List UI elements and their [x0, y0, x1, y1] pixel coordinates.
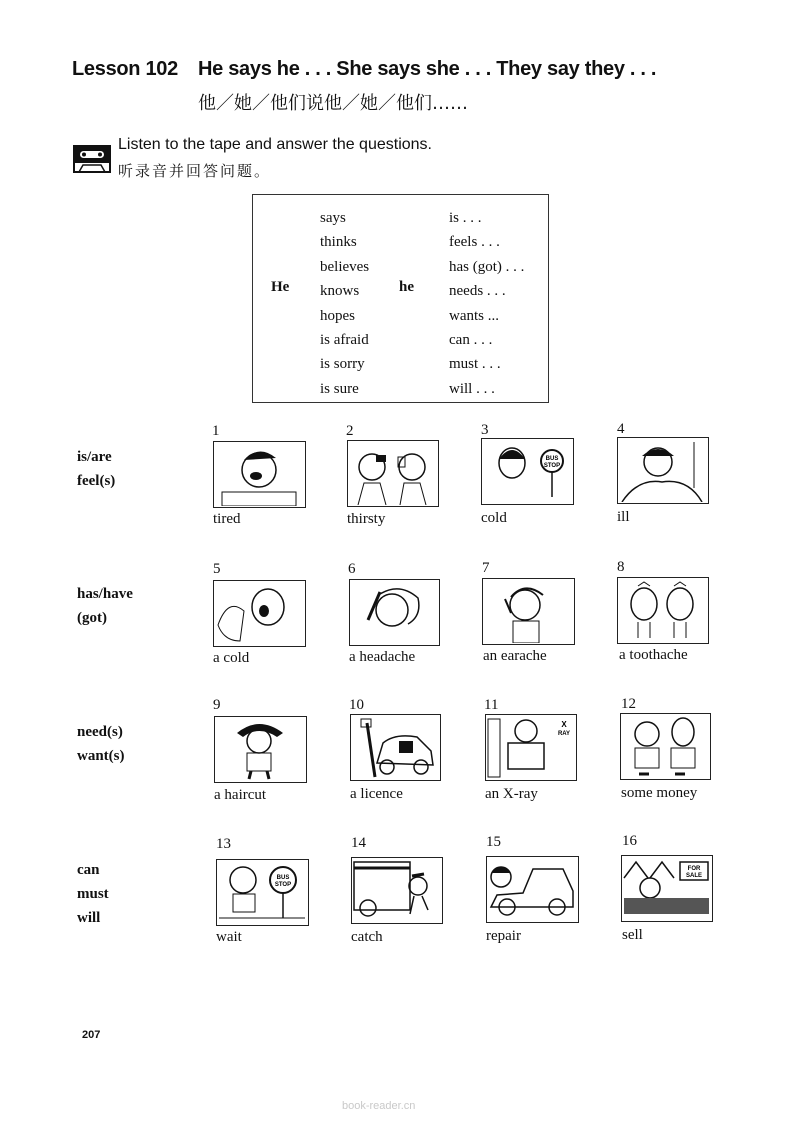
picture-caption: an X-ray: [485, 786, 538, 802]
picture-caption: cold: [481, 510, 507, 526]
svg-text:RAY: RAY: [557, 731, 571, 737]
picture-caption: repair: [486, 928, 521, 944]
picture-catch: [351, 857, 443, 924]
grammar-complement-list: [449, 206, 524, 401]
grammar-complement: wants ...: [449, 307, 499, 324]
picture-number: 3: [481, 422, 489, 438]
page-number: 207: [82, 1029, 101, 1041]
grammar-verb: knows: [320, 283, 360, 300]
picture-caption: a licence: [350, 786, 403, 802]
picture-number: 2: [346, 423, 354, 439]
grammar-verb: says: [320, 210, 346, 226]
grammar-verb-list: [320, 206, 369, 401]
grammar-pronoun: he: [399, 279, 414, 295]
picture-a-haircut: [214, 716, 307, 783]
row-label-group: [77, 858, 109, 930]
lesson-number: Lesson 102: [72, 58, 178, 80]
row-label: (got): [77, 610, 107, 626]
picture-number: 10: [349, 697, 364, 713]
row-label: must: [77, 886, 109, 902]
picture-cold: [481, 438, 574, 505]
picture-number: 5: [213, 561, 221, 577]
svg-text:STOP: STOP: [274, 882, 292, 888]
grammar-pattern-box: [252, 194, 549, 403]
svg-text:STOP: STOP: [543, 463, 561, 469]
picture-caption: catch: [351, 929, 383, 945]
picture-caption: a headache: [349, 649, 416, 665]
picture-an-x-ray: [485, 714, 577, 781]
picture-ill: [617, 437, 709, 504]
svg-text:FOR: FOR: [687, 866, 701, 872]
picture-caption: an earache: [483, 648, 547, 664]
row-label: want(s): [77, 748, 125, 764]
lesson-title-chinese: 他／她／他们说他／她／他们……: [198, 93, 468, 114]
picture-a-licence: [350, 714, 441, 781]
picture-number: 7: [482, 560, 490, 576]
grammar-verb: thinks: [320, 234, 357, 251]
picture-a-cold: [213, 580, 306, 647]
picture-number: 6: [348, 561, 356, 577]
svg-text:X: X: [561, 720, 567, 729]
picture-number: 1: [212, 423, 220, 439]
picture-caption: a cold: [213, 650, 250, 666]
picture-repair: [486, 856, 579, 923]
picture-caption: ill: [617, 509, 630, 525]
svg-text:BUS: BUS: [276, 875, 290, 881]
picture-number: 13: [216, 836, 231, 852]
picture-number: 9: [213, 697, 221, 713]
grammar-complement: has (got) . . .: [449, 258, 525, 275]
picture-caption: wait: [216, 929, 242, 945]
row-label-group: [77, 445, 115, 493]
lesson-title: He says he . . . She says she . . . They say they . . .: [198, 58, 657, 80]
row-label: need(s): [77, 724, 123, 740]
picture-thirsty: [347, 440, 439, 507]
picture-caption: sell: [622, 927, 643, 943]
picture-wait: [216, 859, 309, 926]
watermark: book-reader.cn: [342, 1100, 416, 1112]
grammar-verb: is afraid: [320, 332, 369, 349]
picture-number: 12: [621, 696, 636, 712]
grammar-complement: feels . . .: [449, 234, 500, 251]
picture-number: 8: [617, 559, 625, 575]
cassette-tape-icon: [73, 145, 111, 173]
grammar-subject: He: [271, 279, 290, 295]
grammar-complement: can . . .: [449, 332, 493, 349]
picture-an-earache: [482, 578, 575, 645]
instruction-chinese: 听录音并回答问题。: [118, 162, 272, 180]
row-label: feel(s): [77, 473, 116, 489]
grammar-complement: must . . .: [449, 356, 501, 373]
grammar-complement: needs . . .: [449, 283, 506, 300]
row-label-group: [77, 582, 133, 630]
picture-caption: tired: [213, 511, 241, 527]
picture-number: 14: [351, 835, 366, 851]
picture-a-toothache: [617, 577, 709, 644]
picture-a-headache: [349, 579, 440, 646]
picture-some-money: [620, 713, 711, 780]
row-label-group: [77, 720, 125, 768]
row-label: is/are: [77, 449, 112, 465]
picture-sell: [621, 855, 713, 922]
picture-caption: some money: [621, 785, 698, 801]
picture-tired: [213, 441, 306, 508]
picture-number: 4: [617, 421, 625, 437]
row-label: has/have: [77, 586, 133, 602]
grammar-verb: is sure: [320, 380, 359, 397]
grammar-verb: is sorry: [320, 356, 365, 373]
grammar-complement: is . . .: [449, 210, 482, 226]
picture-caption: a toothache: [619, 647, 688, 663]
picture-number: 15: [486, 834, 501, 850]
grammar-verb: hopes: [320, 307, 355, 324]
svg-text:BUS: BUS: [545, 456, 559, 462]
picture-number: 11: [484, 697, 499, 713]
row-label: can: [77, 862, 100, 878]
grammar-complement: will . . .: [449, 380, 495, 397]
picture-caption: thirsty: [347, 511, 386, 527]
row-label: will: [77, 910, 101, 926]
grammar-verb: believes: [320, 258, 370, 275]
picture-caption: a haircut: [214, 787, 267, 803]
instruction-english: Listen to the tape and answer the questions.: [118, 136, 432, 153]
picture-number: 16: [622, 833, 637, 849]
svg-text:SALE: SALE: [685, 873, 703, 879]
